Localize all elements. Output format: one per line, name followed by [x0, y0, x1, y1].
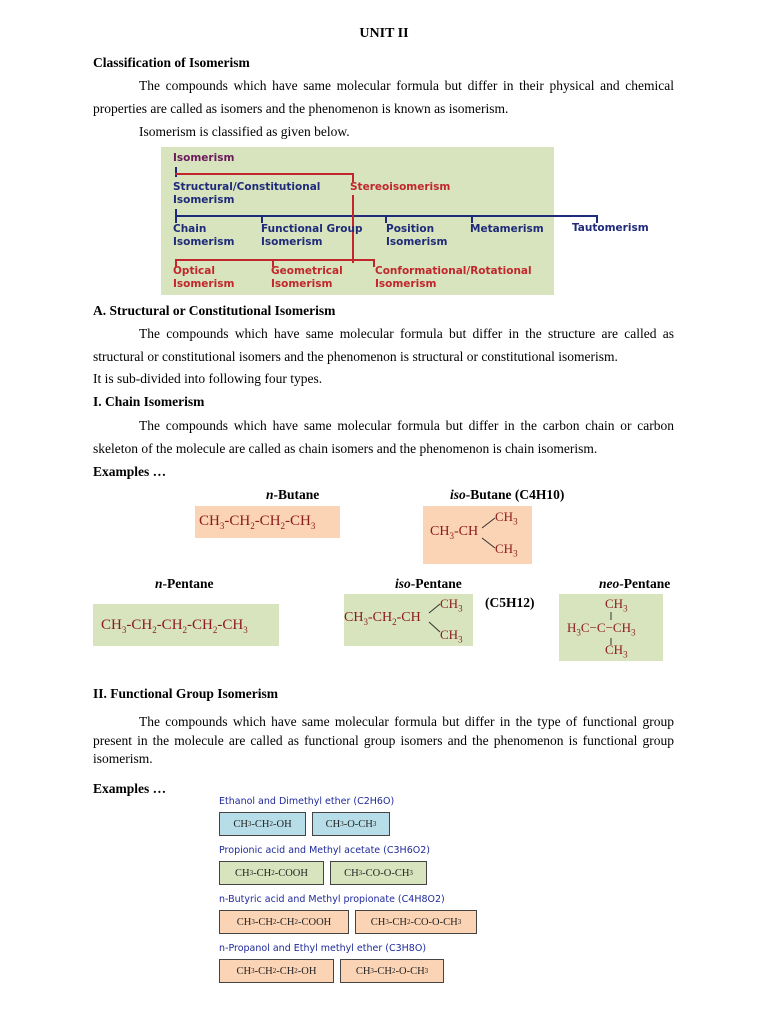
- ethanol-formula: CH 3 -CH 2 -OH: [219, 812, 306, 836]
- propionic-acid-formula: CH 3 -CH 2 -COOH: [219, 861, 324, 885]
- isomerism-diagram: [161, 147, 554, 295]
- methyl-acetate-formula: CH 3 -CO-O-CH 3: [330, 861, 427, 885]
- sectionA-heading: A. Structural or Constitutional Isomerism: [93, 303, 336, 318]
- diagram-line: [471, 215, 473, 223]
- dimethyl-ether-formula: CH 3 -O-CH 3: [312, 812, 390, 836]
- diagram-line: [175, 167, 177, 177]
- classification-heading: Classification of Isomerism: [93, 55, 250, 70]
- diagram-line: [175, 259, 375, 261]
- iso-butane-structure: $CH_3-CH$ $CH_3$ $CH_3$: [423, 506, 532, 564]
- butyric-acid-formula: CH 3 -CH 2 -CH 2 -COOH: [219, 910, 349, 934]
- neo-pentane-label: neo-Pentane: [599, 576, 671, 591]
- diagram-line: [385, 215, 387, 223]
- diagram-conformational: Conformational/Rotational Isomerism: [375, 265, 532, 290]
- diagram-metamerism: Metamerism: [470, 223, 544, 235]
- diagram-functional: Functional Group Isomerism: [261, 223, 363, 248]
- functional-paragraph: The compounds which have same molecular formula but differ in the type of functional group present in the molecule are called as functional group isomers and the phenomenon is functional group isomerism.: [93, 714, 674, 766]
- chain-paragraph: The compounds which have same molecular formula but differ in the carbon chain or carbon skeleton of the molecule are called as chain isomers and the phenomenon is chain isomerism.: [93, 418, 674, 456]
- chain-heading: I. Chain Isomerism: [93, 394, 205, 409]
- neo-pentane-bonds: [608, 612, 614, 646]
- n-pentane-structure: $CH_3-CH_2-CH_2-CH_2-CH_3$: [93, 604, 279, 646]
- diagram-line: [261, 215, 263, 223]
- chain-examples-label: Examples …: [93, 464, 167, 479]
- diagram-line: [175, 173, 353, 175]
- propanol-formula: CH 3 -CH 2 -CH 2 -OH: [219, 959, 334, 983]
- sectionA-paragraph: The compounds which have same molecular formula but differ in the structure are called as structural or constitutional isomers and the phenomenon is structural or constitutional isomerism.: [93, 326, 674, 364]
- pair-title: Propionic acid and Methyl acetate (C3H6O2): [219, 845, 430, 856]
- classification-intro: Isomerism is classified as given below.: [139, 124, 350, 139]
- diagram-stereo: Stereoisomerism: [350, 181, 451, 193]
- neo-pentane-structure: $CH_3$ $H_3C-C-CH_3$ $CH_3$: [559, 594, 663, 661]
- diagram-root: Isomerism: [173, 152, 235, 164]
- classification-paragraph: The compounds which have same molecular formula but differ in their physical and chemical properties are called as isomers and the phenomenon is known as isomerism.: [93, 78, 674, 116]
- pair-title: Ethanol and Dimethyl ether (C2H6O): [219, 796, 395, 807]
- iso-pentane-structure: $CH_3-CH_2-CH$ $CH_3$ $CH_3$: [344, 594, 473, 646]
- iso-pentane-bonds: [426, 600, 446, 638]
- sectionA-subdivided: It is sub-divided into following four types.: [93, 371, 323, 386]
- diagram-geometrical: Geometrical Isomerism: [271, 265, 343, 290]
- iso-butane-bonds: [479, 514, 503, 554]
- n-butane-label: n-Butane: [266, 487, 320, 502]
- methyl-propionate-formula: CH 3 -CH 2 -CO-O-CH 3: [355, 910, 477, 934]
- c5h12-label: (C5H12): [485, 595, 535, 610]
- diagram-structural: Structural/Constitutional Isomerism: [173, 181, 321, 206]
- iso-butane-label: iso-Butane (C4H10): [450, 487, 565, 502]
- ethyl-methyl-ether-formula: CH 3 -CH 2 -O-CH 3: [340, 959, 444, 983]
- diagram-tautomerism: Tautomerism: [572, 222, 649, 234]
- page-title: UNIT II: [359, 26, 409, 41]
- diagram-position: Position Isomerism: [386, 223, 448, 248]
- diagram-optical: Optical Isomerism: [173, 265, 235, 290]
- functional-examples-label: Examples …: [93, 781, 167, 796]
- n-butane-structure: $CH_3-CH_2-CH_2-CH_3$: [195, 506, 340, 538]
- pair-title: n-Butyric acid and Methyl propionate (C4H8O2): [219, 894, 445, 905]
- diagram-chain: Chain Isomerism: [173, 223, 235, 248]
- functional-heading: II. Functional Group Isomerism: [93, 686, 279, 701]
- pair-title: n-Propanol and Ethyl methyl ether (C3H8O): [219, 943, 427, 954]
- iso-pentane-label: iso-Pentane: [395, 576, 462, 591]
- n-pentane-label: n-Pentane: [155, 576, 214, 591]
